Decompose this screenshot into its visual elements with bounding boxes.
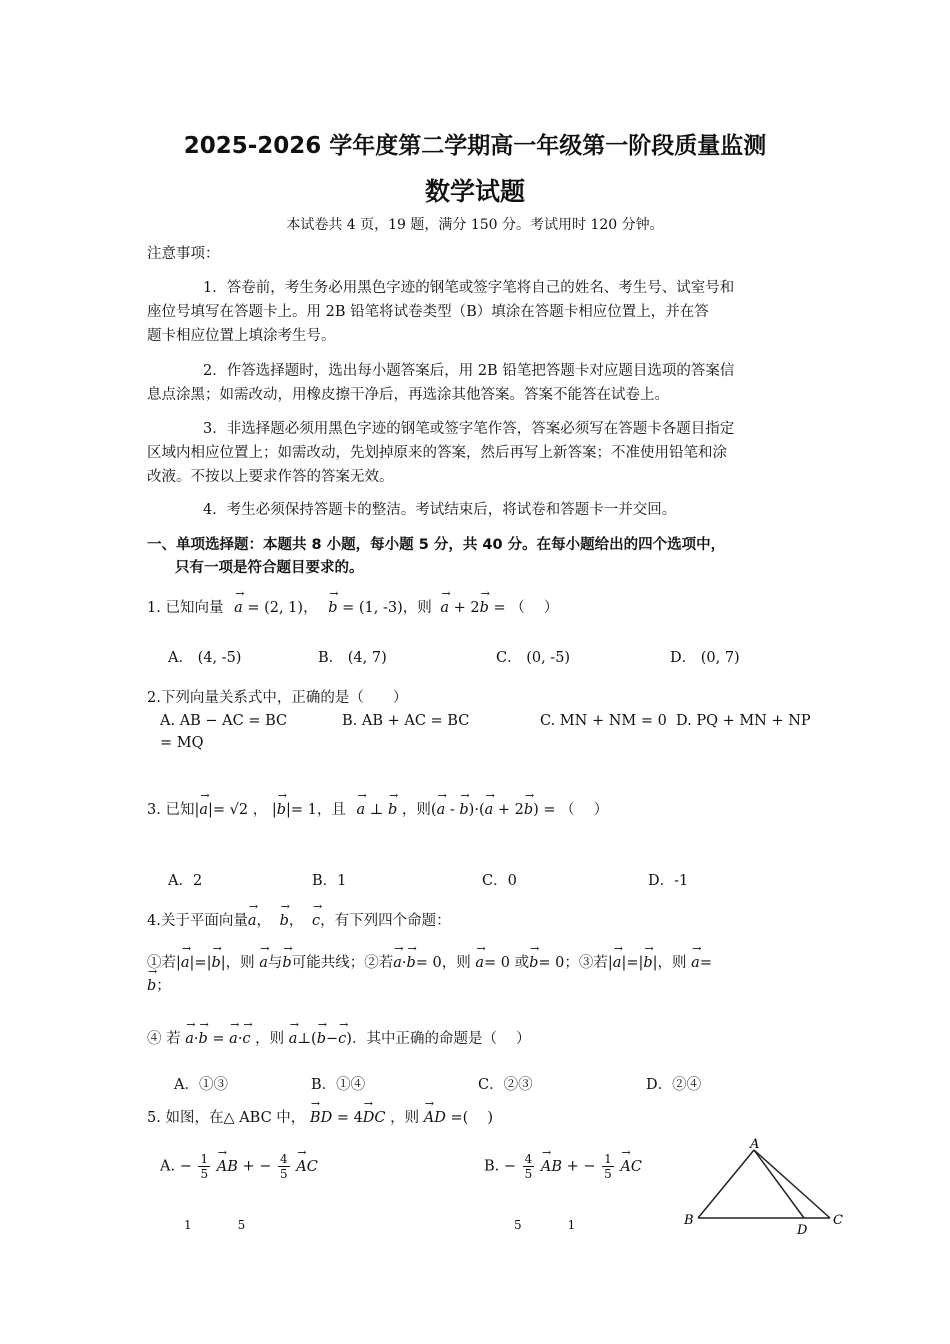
triangle-figure — [680, 1138, 850, 1238]
section1-heading-line2: 只有一项是符合题目要求的。 — [175, 560, 364, 576]
question-2-stem: 2.下列向量关系式中，正确的是（ ） — [147, 690, 408, 706]
question-4-stem: 4.关于平面向量→ a， → b， → c，有下列四个命题： — [147, 909, 451, 930]
figure-label-b: B — [684, 1213, 694, 1228]
figure-label-a: A — [750, 1138, 760, 1152]
question-4-option-c: C．②③ — [478, 1077, 533, 1093]
question-5-option-d-partial: 5 1 — [514, 1218, 576, 1232]
exam-subject: 数学试题 — [424, 177, 525, 206]
question-2-option-b: B. AB + AC = BC — [342, 713, 470, 729]
notice-item1-line2: 座位号填写在答题卡上。用 2B 铅笔将试卷类型（B）填涂在答题卡相应位置上，并在答 — [147, 304, 709, 320]
question-3-option-d: D．-1 — [648, 873, 689, 889]
question-2-option-a: A. AB − AC = BC — [160, 713, 288, 729]
question-2-option-c: C. MN + NM = 0 — [540, 713, 667, 729]
question-1-option-d: D． (0, 7) — [670, 650, 740, 666]
question-1-option-a: A． (4, -5) — [168, 650, 242, 666]
question-3-option-c: C．0 — [482, 873, 517, 889]
question-4-propositions-wrap: → b； — [147, 974, 171, 995]
question-1-option-b: B． (4, 7) — [318, 650, 387, 666]
notice-item3-line1: 3．非选择题必须用黑色字迹的钢笔或签字笔作答，答案必须写在答题卡各题目指定 — [203, 421, 735, 437]
question-3-stem: 3. 已知|→ a|= √2 ， |→ b|= 1，且 → a ⊥ → b ，则(→ a - → b)·(→ a + 2→ b) = （ ） — [147, 798, 608, 819]
question-4-proposition-4: ④ 若 → a·→ b = → a·→ c ，则 → a⊥(→ b−→ c)．其中正确的命题是（ ） — [147, 1027, 531, 1048]
section1-heading-line1: 一、单项选择题：本题共 8 小题，每小题 5 分，共 40 分。在每小题给出的四个选项中， — [147, 537, 726, 553]
question-5-stem: 5. 如图，在△ ABC 中， → BD = 4→ DC ，则 → AD =( ) — [147, 1106, 493, 1127]
question-1-stem: 1. 已知向量 → a = (2, 1)， → b = (1, -3)，则 → a + 2→ b = （ ） — [147, 596, 558, 617]
question-2-option-d: D. PQ + MN + NP — [676, 713, 811, 729]
notice-item3-line2: 区域内相应位置上；如需改动，先划掉原来的答案，然后再写上新答案；不准使用铅笔和涂 — [147, 445, 727, 461]
question-5-option-a: A. − $\frac{1}{5}$ → AB + − $\frac{4}{5}$ → AC — [160, 1152, 318, 1181]
notice-item1-line1: 1．答卷前，考生务必用黑色字迹的钢笔或签字笔将自己的姓名、考生号、试室号和 — [203, 280, 735, 296]
question-4-option-a: A．①③ — [174, 1077, 228, 1093]
figure-label-d: D — [797, 1223, 808, 1238]
question-1-option-c: C． (0, -5) — [496, 650, 571, 666]
exam-info: 本试卷共 4 页，19 题，满分 150 分。考试用时 120 分钟。 — [286, 217, 664, 233]
notice-item1-line3: 题卡相应位置上填涂考生号。 — [147, 328, 336, 344]
vector-b: → b — [328, 600, 337, 616]
question-2-option-a-cont: = MQ — [160, 735, 204, 751]
question-3-option-a: A．2 — [168, 873, 203, 889]
exam-title: 2025-2026 学年度第二学期高一年级第一阶段质量监测 — [183, 133, 767, 159]
question-3-option-b: B．1 — [312, 873, 347, 889]
notice-item3-line3: 改液。不按以上要求作答的答案无效。 — [147, 469, 394, 485]
figure-label-c: C — [833, 1213, 843, 1228]
question-5-option-c-partial: 1 5 — [184, 1218, 246, 1232]
notice-item2-line2: 息点涂黑；如需改动，用橡皮擦干净后，再选涂其他答案。答案不能答在试卷上。 — [147, 387, 669, 403]
vector-a: → a — [234, 600, 243, 616]
question-4-option-b: B．①④ — [311, 1077, 366, 1093]
question-4-propositions-line1: ①若|→ a|=|→ b|，则 → a与→ b可能共线；②若→ a·→ b= 0，则 → a= 0 或→ b= 0；③若|→ a|=|→ b|，则 → a= — [147, 951, 712, 972]
question-5-option-b: B. − $\frac{4}{5}$ → AB + − $\frac{1}{5}$ → AC — [484, 1152, 642, 1181]
notice-item4: 4．考生必须保持答题卡的整洁。考试结束后，将试卷和答题卡一并交回。 — [203, 502, 677, 518]
question-4-option-d: D．②④ — [646, 1077, 702, 1093]
notice-heading: 注意事项： — [147, 246, 220, 262]
notice-item2-line1: 2．作答选择题时，选出每小题答案后，用 2B 铅笔把答题卡对应题目选项的答案信 — [203, 363, 735, 379]
